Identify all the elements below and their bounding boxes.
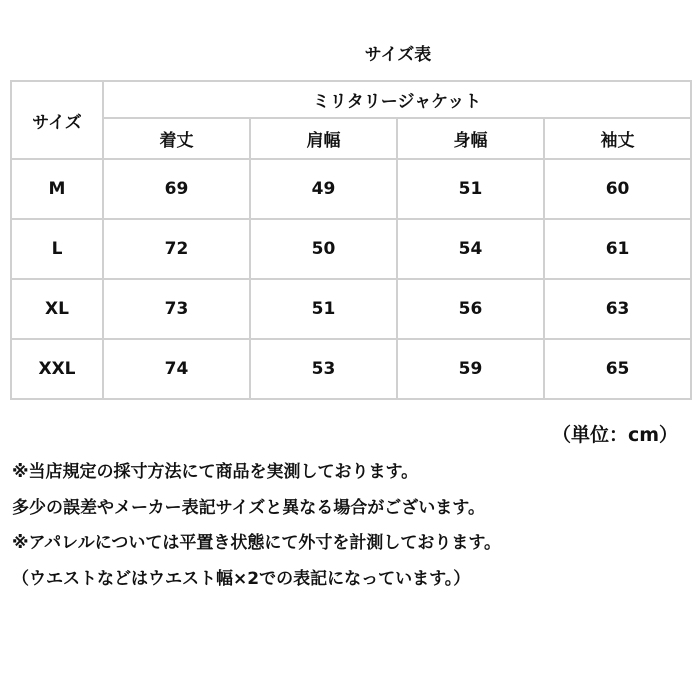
value-cell: 63 <box>544 279 691 339</box>
size-cell: L <box>11 219 103 279</box>
value-cell: 61 <box>544 219 691 279</box>
value-cell: 74 <box>103 339 250 399</box>
value-cell: 69 <box>103 159 250 219</box>
size-cell: XL <box>11 279 103 339</box>
value-cell: 50 <box>250 219 397 279</box>
value-cell: 56 <box>397 279 544 339</box>
product-name-cell: ミリタリージャケット <box>103 81 691 118</box>
column-header-chest: 身幅 <box>397 118 544 159</box>
table-row <box>11 279 691 339</box>
table-row <box>11 219 691 279</box>
size-cell: XXL <box>11 339 103 399</box>
value-cell: 60 <box>544 159 691 219</box>
unit-label: （単位：cm） <box>551 424 678 446</box>
column-header-sleeve: 袖丈 <box>544 118 691 159</box>
size-cell: M <box>11 159 103 219</box>
size-table <box>10 80 692 400</box>
note-line: 多少の誤差やメーカー表記サイズと異なる場合がございます。 <box>12 497 485 518</box>
value-cell: 49 <box>250 159 397 219</box>
column-header-length: 着丈 <box>103 118 250 159</box>
table-header-row <box>11 81 691 118</box>
value-cell: 51 <box>397 159 544 219</box>
table-row <box>11 339 691 399</box>
value-cell: 53 <box>250 339 397 399</box>
note-line: ※当店規定の採寸方法にて商品を実測しております。 <box>12 462 419 482</box>
value-cell: 65 <box>544 339 691 399</box>
note-line: （ウエストなどはウエスト幅×2での表記になっています。） <box>12 568 471 589</box>
value-cell: 72 <box>103 219 250 279</box>
column-header-shoulder: 肩幅 <box>250 118 397 159</box>
notes <box>12 455 501 597</box>
page-title: サイズ表 <box>364 45 432 65</box>
table-column-header-row <box>11 118 691 159</box>
value-cell: 51 <box>250 279 397 339</box>
table-row <box>11 159 691 219</box>
value-cell: 59 <box>397 339 544 399</box>
value-cell: 73 <box>103 279 250 339</box>
size-header-cell: サイズ <box>11 81 103 159</box>
value-cell: 54 <box>397 219 544 279</box>
note-line: ※アパレルについては平置き状態にて外寸を計測しております。 <box>12 533 502 553</box>
